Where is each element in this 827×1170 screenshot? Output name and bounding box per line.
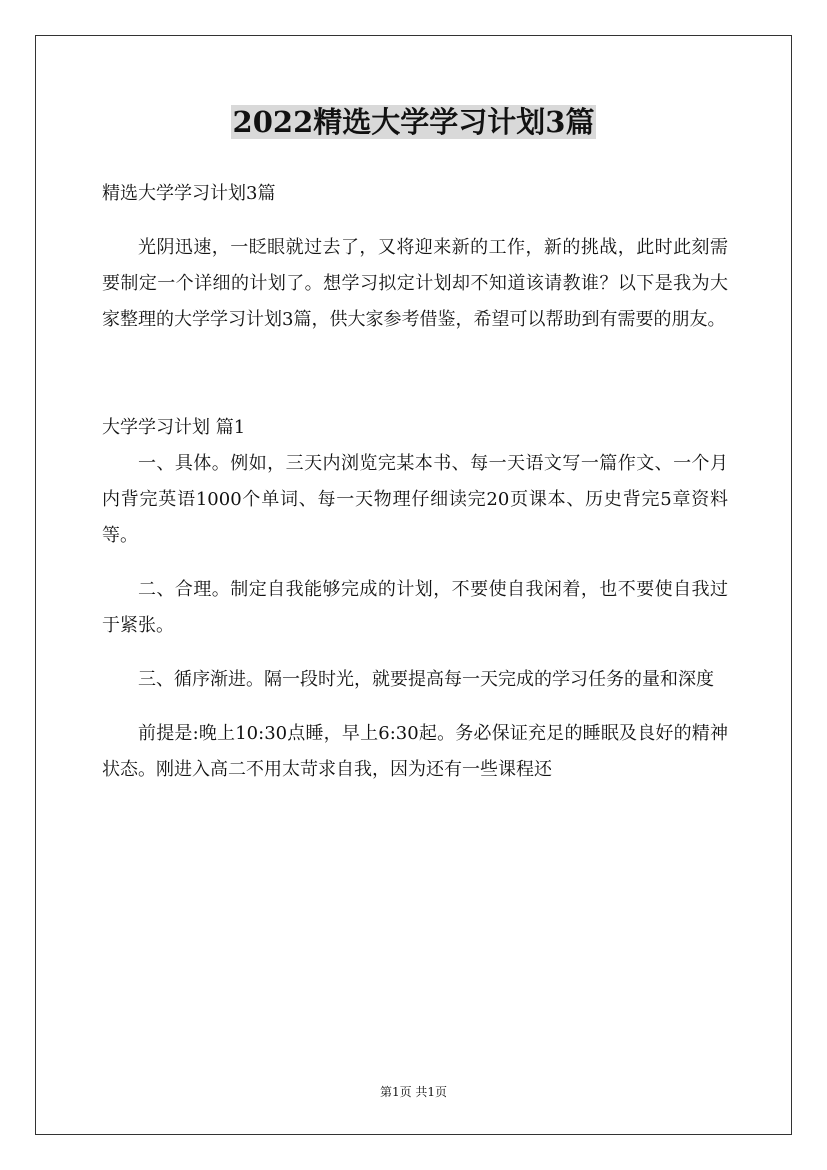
section-heading: 大学学习计划 篇1: [102, 417, 246, 438]
subtitle: 精选大学学习计划3篇: [102, 183, 276, 204]
paragraph-specific: 一、具体。例如，三天内浏览完某本书、每一天语文写一篇作文、一个月内背完英语1000个单词、每一天物理仔细读完20页课本、历史背完5章资料等。: [102, 453, 728, 546]
document-title: [0, 100, 827, 144]
document-body: [102, 176, 728, 788]
paragraph-reasonable: 二、合理。制定自我能够完成的计划，不要使自我闲着，也不要使自我过于紧张。: [102, 579, 728, 636]
paragraph-premise: 前提是:晚上10:30点睡，早上6:30起。务必保证充足的睡眠及良好的精神状态。刚进入高二不用太苛求自我，因为还有一些课程还: [102, 723, 728, 780]
document-title-text: 2022精选大学学习计划3篇: [232, 105, 595, 139]
paragraph-gradual: 三、循序渐进。隔一段时光，就要提高每一天完成的学习任务的量和深度: [138, 669, 714, 690]
page-footer: 第1页 共1页: [379, 1085, 448, 1099]
intro-paragraph: 光阴迅速，一眨眼就过去了，又将迎来新的工作，新的挑战，此时此刻需要制定一个详细的计划了。想学习拟定计划却不知道该请教谁？以下是我为大家整理的大学学习计划3篇，供大家参考借鉴，希望可以帮助到有需要的朋友。: [102, 237, 728, 330]
